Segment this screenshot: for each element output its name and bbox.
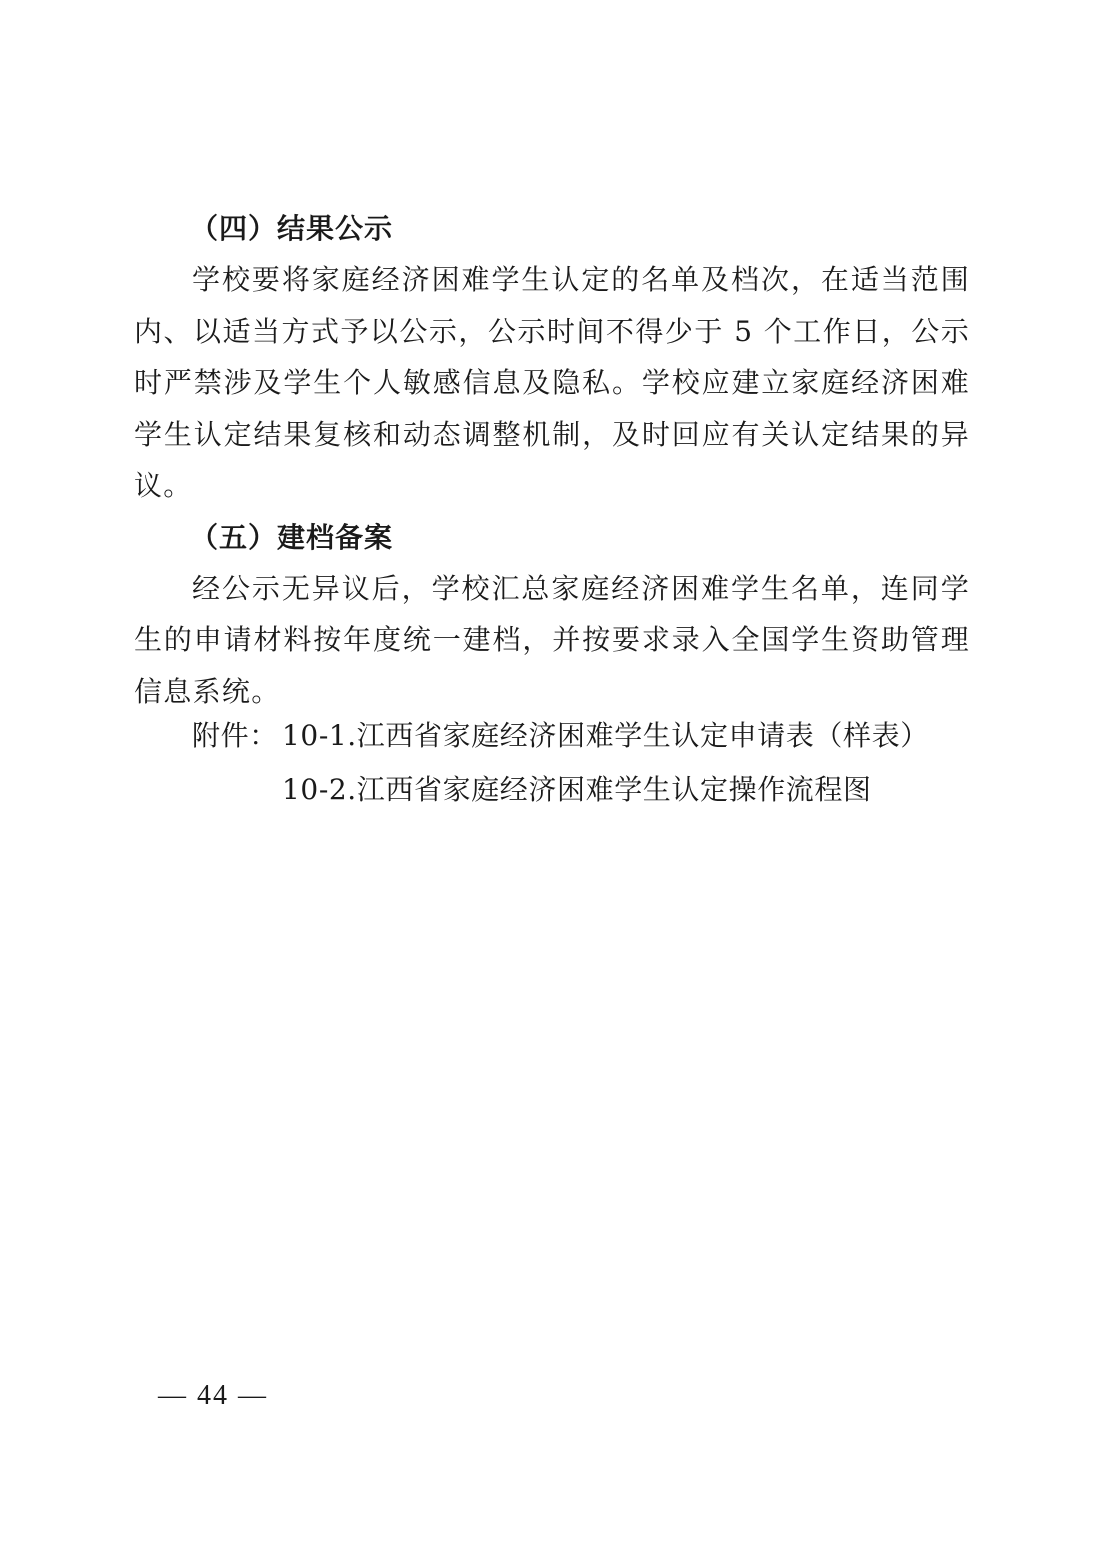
attachment-row [192, 763, 972, 817]
attachment-row [192, 709, 972, 763]
attachments-list [192, 709, 972, 817]
attachment-item-flowchart: 10-2.江西省家庭经济困难学生认定操作流程图 [282, 773, 872, 806]
attachments-label: 附件： [192, 719, 278, 752]
section-body-archiving: 经公示无异议后，学校汇总家庭经济困难学生名单，连同学生的申请材料按年度统一建档，并按要求录入全国学生资助管理信息系统。 [134, 571, 970, 708]
section-body-result-publicity: 学校要将家庭经济困难学生认定的名单及档次，在适当范围内、以适当方式予以公示，公示时间不得少于 5 个工作日，公示时严禁涉及学生个人敏感信息及隐私。学校应建立家庭经济困难学生认定结果复核和动态调整机制，及时回应有关认定结果的异议。 [134, 263, 970, 502]
section-heading-result-publicity: （四）结果公示 [190, 212, 394, 245]
main-content [134, 203, 970, 717]
section-heading-archiving: （五）建档备案 [190, 520, 394, 554]
attachment-item-application-form: 10-1.江西省家庭经济困难学生认定申请表（样表） [282, 719, 929, 752]
page-number: — 44 — [158, 1380, 268, 1411]
